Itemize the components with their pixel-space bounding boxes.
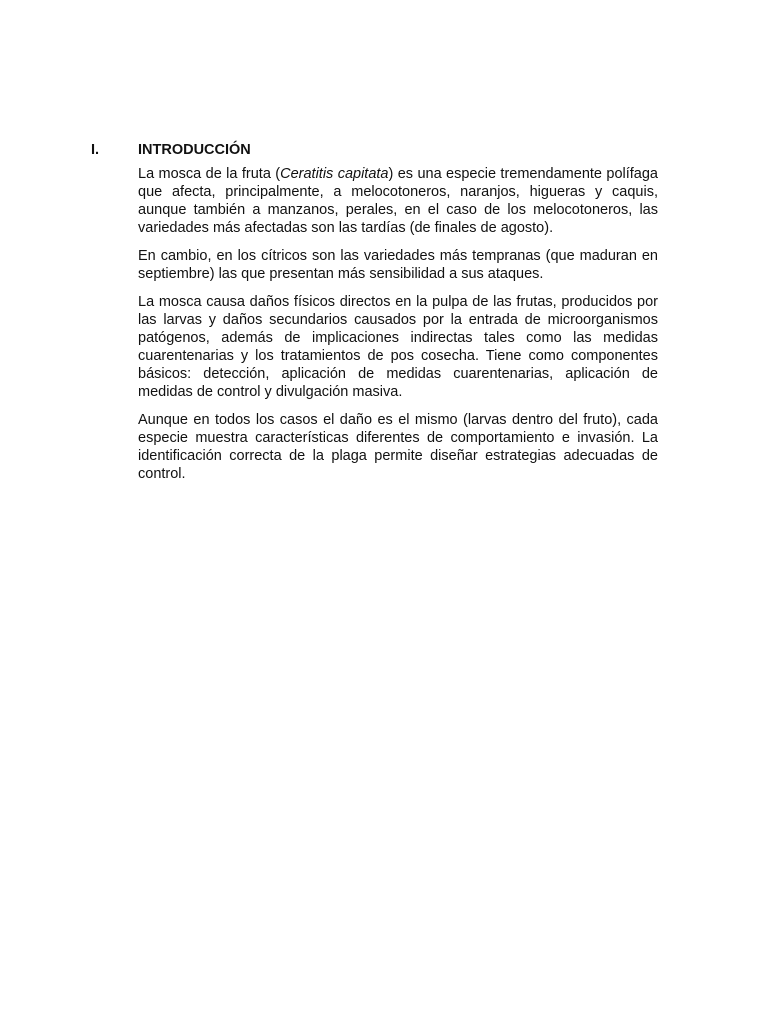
paragraph-1-text-start: La mosca de la fruta ( xyxy=(138,166,281,182)
paragraph-3: La mosca causa daños físicos directos en la pulpa de las frutas, producidos por las larvas y daños secundarios causados por la entrada de microorganismos patógenos, además de implicaciones indirectas tales como las medidas cuarentenarias y los tratamientos de pos cosecha. Tiene como componentes básicos: detección, aplicación de medidas cuarentenarias, aplicación de medidas de control y divulgación masiva. xyxy=(138,294,658,400)
section-body xyxy=(138,165,658,493)
paragraph-1 xyxy=(138,165,658,237)
paragraph-2: En cambio, en los cítricos son las variedades más tempranas (que maduran en septiembre) las que presentan más sensibilidad a sus ataques. xyxy=(138,248,658,282)
section-title: INTRODUCCIÓN xyxy=(138,142,251,158)
species-name: Ceratitis capitata xyxy=(280,166,389,182)
paragraph-4: Aunque en todos los casos el daño es el mismo (larvas dentro del fruto), cada especie muestra características diferentes de comportamiento e invasión. La identificación correcta de la plaga permite diseñar estrategias adecuadas de control. xyxy=(138,412,658,482)
paragraph-1-text-end: ) es una especie tremendamente polífaga que afecta, principalmente, a melocotoneros, naranjos, higueras y caquis, aunque también a manzanos, perales, en el caso de los melocotoneros, las variedades más afectadas son las tardías (de finales de agosto). xyxy=(138,166,658,236)
section-number: I. xyxy=(91,142,100,158)
